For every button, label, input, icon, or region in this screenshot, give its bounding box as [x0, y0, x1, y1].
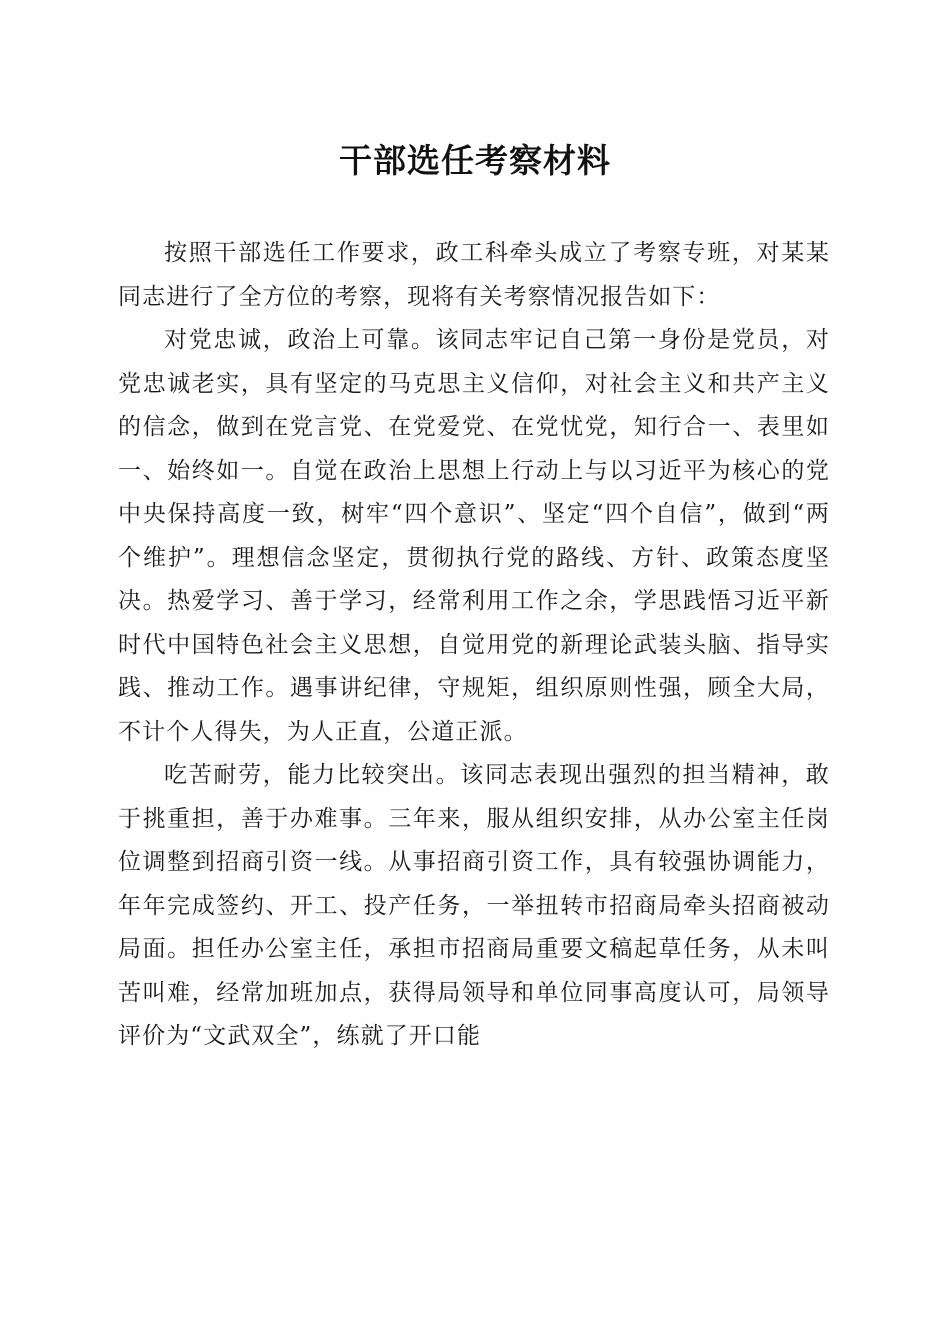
document-body [118, 232, 830, 1059]
paragraph-work-ability: 吃苦耐劳，能力比较突出。该同志表现出强烈的担当精神，敢于挑重担，善于办难事。三年来，服从组织安排，从办公室主任岗位调整到招商引资一线。从事招商引资工作，具有较强协调能力，年年完成签约、开工、投产任务，一举扭转市招商局牵头招商被动局面。担任办公室主任，承担市招商局重要文稿起草任务，从未叫苦叫难，经常加班加点，获得局领导和单位同事高度认可，局领导评价为“文武双全”，练就了开口能 [118, 762, 830, 1049]
document-title: 干部选任考察材料 [339, 141, 611, 180]
paragraph-political-reliability: 对党忠诚，政治上可靠。该同志牢记自己第一身份是党员，对党忠诚老实，具有坚定的马克思主义信仰，对社会主义和共产主义的信念，做到在党言党、在党爱党、在党忧党，知行合一、表里如一、始终如一。自觉在政治上思想上行动上与以习近平为核心的党中央保持高度一致，树牢“四个意识”、坚定“四个自信”，做到“两个维护”。理想信念坚定，贯彻执行党的路线、方针、政策态度坚决。热爱学习、善于学习，经常利用工作之余，学思践悟习近平新时代中国特色社会主义思想，自觉用党的新理论武装头脑、指导实践、推动工作。遇事讲纪律，守规矩，组织原则性强，顾全大局，不计个人得失，为人正直，公道正派。 [118, 327, 830, 745]
paragraph-intro: 按照干部选任工作要求，政工科牵头成立了考察专班，对某某同志进行了全方位的考察，现将有关考察情况报告如下： [118, 240, 830, 310]
